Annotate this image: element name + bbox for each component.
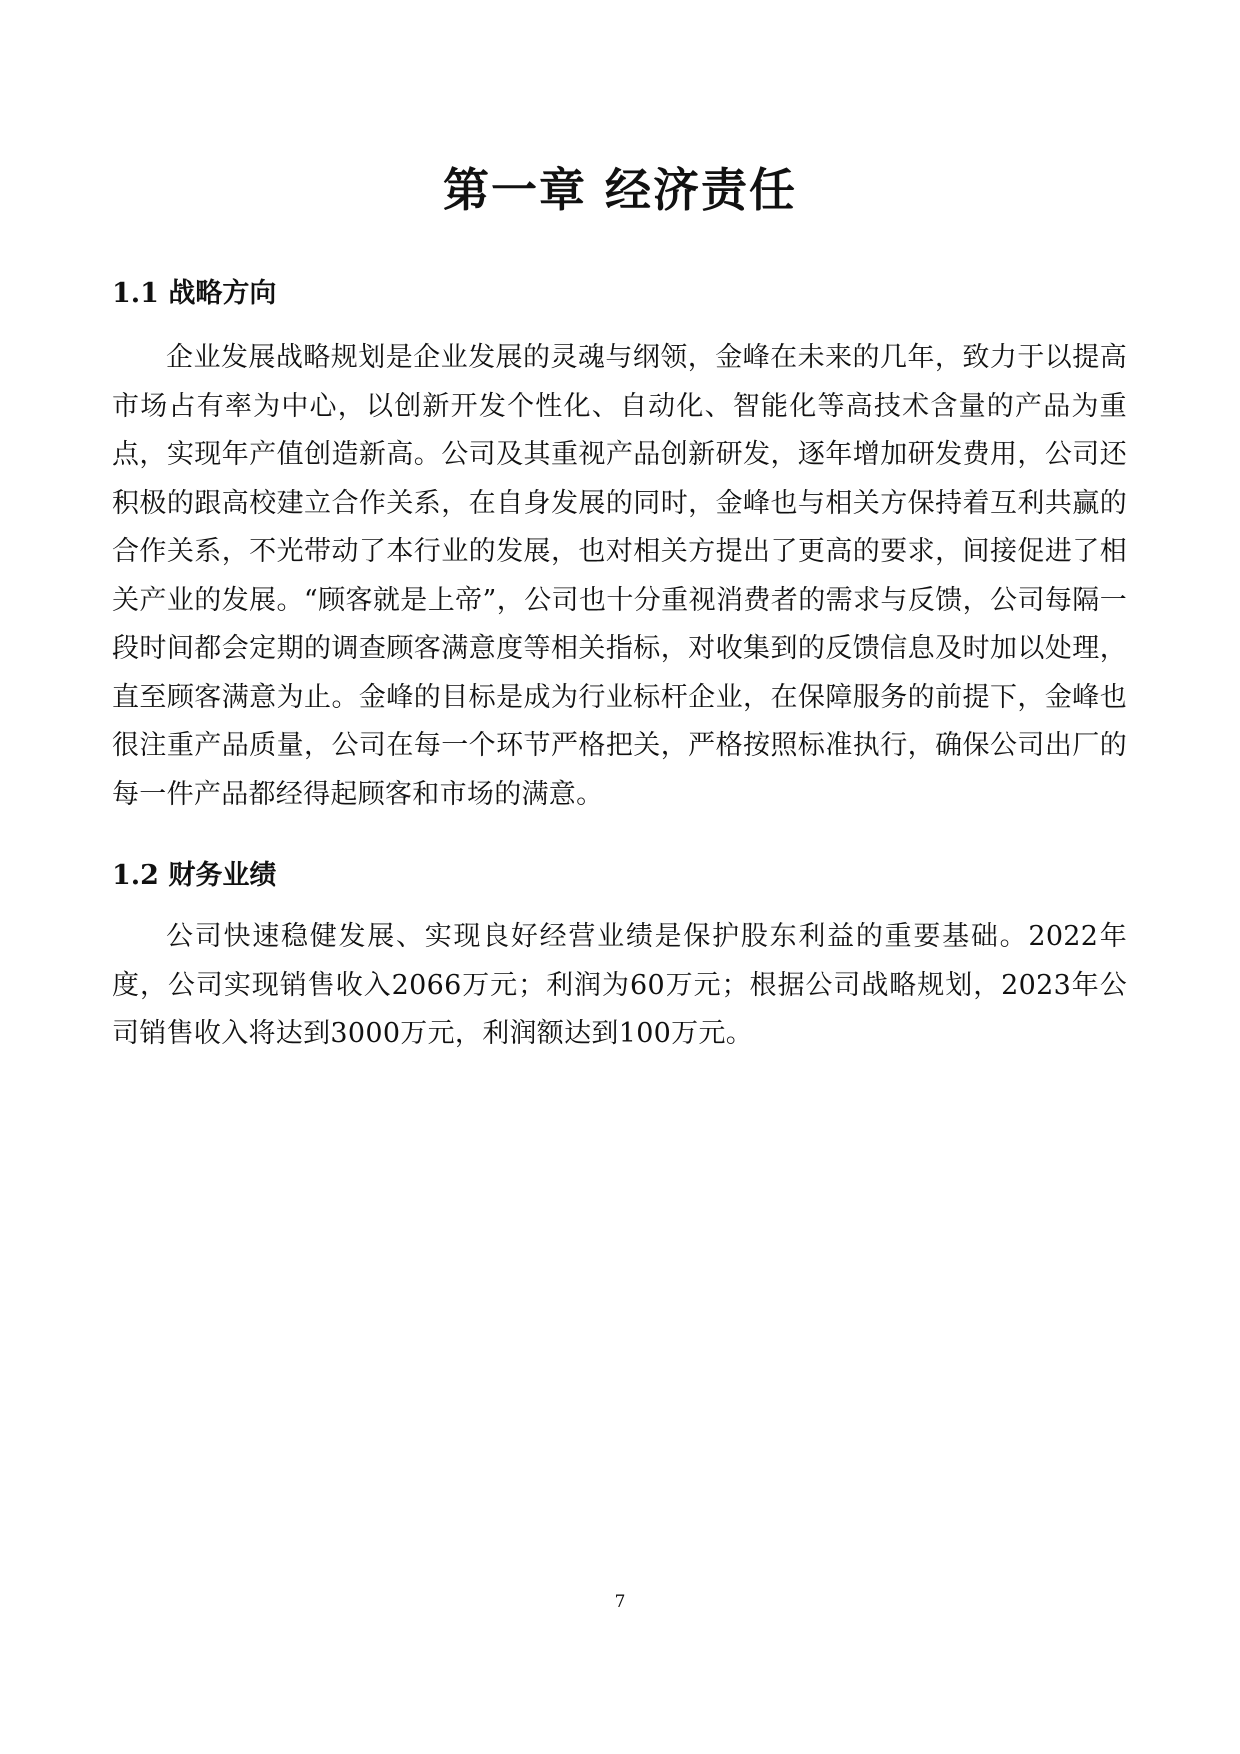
section-paragraph: 企业发展战略规划是企业发展的灵魂与纲领，金峰在未来的几年，致力于以提高市场占有率为中心，以创新开发个性化、自动化、智能化等高技术含量的产品为重点，实现年产值创造新高。公司及其重视产品创新研发，逐年增加研发费用，公司还积极的跟高校建立合作关系，在自身发展的同时，金峰也与相关方保持着互利共赢的合作关系，不光带动了本行业的发展，也对相关方提出了更高的要求，间接促进了相关产业的发展。“顾客就是上帝”，公司也十分重视消费者的需求与反馈，公司每隔一段时间都会定期的调查顾客满意度等相关指标，对收集到的反馈信息及时加以处理，直至顾客满意为止。金峰的目标是成为行业标杆企业，在保障服务的前提下，金峰也很注重产品质量，公司在每一个环节严格把关，严格按照标准执行，确保公司出厂的每一件产品都经得起顾客和市场的满意。 [112, 342, 1127, 810]
page-number: 7 [614, 1592, 626, 1612]
section-paragraph: 公司快速稳健发展、实现良好经营业绩是保护股东利益的重要基础。2022年度，公司实现销售收入2066万元；利润为60万元；根据公司战略规划，2023年公司销售收入将达到3000万元，利润额达到100万元。 [112, 921, 1127, 1049]
section-financial [112, 856, 1127, 1059]
section-strategy [112, 274, 1127, 819]
chapter-title: 第一章 经济责任 [442, 163, 797, 217]
section-heading: 1.2 财务业绩 [112, 860, 277, 891]
section-heading: 1.1 战略方向 [112, 278, 277, 309]
